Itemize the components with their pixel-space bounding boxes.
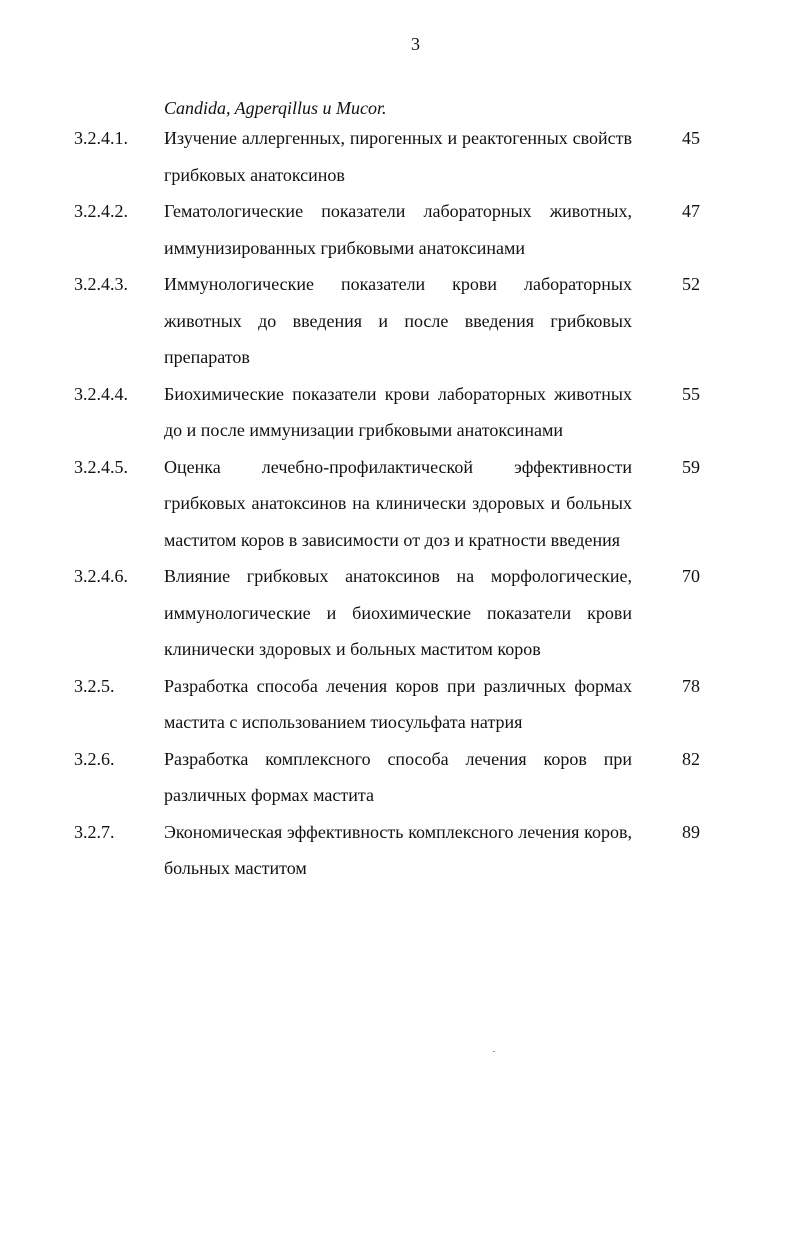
toc-entry-number: 3.2.4.6. <box>74 566 128 586</box>
toc-entry-number: 3.2.5. <box>74 675 115 696</box>
toc-entry-title: Гематологические показатели лабораторных животных, иммунизированных грибковыми анатоксинами <box>164 201 632 258</box>
toc-entry-title: Изучение аллергенных, пирогенных и реактогенных свойств грибковых анатоксинов <box>164 128 632 185</box>
toc-entry <box>0 266 799 376</box>
toc-entry-title: Разработка способа лечения коров при различных формах мастита с использованием тиосульфата натрия <box>164 675 632 732</box>
toc-entry-title: Оценка лечебно-профилактической эффективности грибковых анатоксинов на клинически здоровых и больных маститом коров в зависимости от доз и кратности введения <box>164 456 632 550</box>
toc-entry-title: Экономическая эффективность комплексного лечения коров, больных маститом <box>164 821 632 878</box>
toc-entry <box>0 120 799 193</box>
toc-entry-page: 45 <box>682 128 700 148</box>
toc-entry-number: 3.2.4.5. <box>74 456 128 477</box>
toc-entry <box>0 376 799 449</box>
toc-entry-title: Биохимические показатели крови лабораторных животных до и после иммунизации грибковыми анатоксинами <box>164 383 632 440</box>
toc-entry-number: 3.2.4.4. <box>74 383 128 404</box>
toc-entry-page: 52 <box>682 274 700 294</box>
toc-continuation-text: Candida, Agperqillus и Mucor. <box>164 98 387 118</box>
toc-entry-page: 47 <box>682 201 700 221</box>
toc-entry-title: Разработка комплексного способа лечения коров при различных формах мастита <box>164 748 632 805</box>
toc-entry-title: Иммунологические показатели крови лабораторных животных до введения и после введения грибковых препаратов <box>164 274 632 367</box>
toc-entry <box>0 741 799 814</box>
toc-entry-number: 3.2.4.1. <box>74 128 128 148</box>
toc-entry <box>0 668 799 741</box>
toc-entry-page: 82 <box>682 748 700 769</box>
toc-entry <box>0 558 799 668</box>
toc-entry-number: 3.2.4.2. <box>74 201 128 221</box>
toc-entry-number: 3.2.7. <box>74 821 115 842</box>
table-of-contents <box>0 120 799 887</box>
toc-entry <box>0 814 799 887</box>
toc-entry-number: 3.2.4.3. <box>74 274 128 294</box>
toc-entry-page: 55 <box>682 383 700 404</box>
scan-speck <box>493 1051 495 1052</box>
toc-entry <box>0 193 799 266</box>
toc-entry-page: 89 <box>682 821 700 842</box>
toc-entry-title: Влияние грибковых анатоксинов на морфологические, иммунологические и биохимические показатели крови клинически здоровых и больных маститом коров <box>164 566 632 659</box>
toc-entry-page: 70 <box>682 566 700 586</box>
toc-entry-page: 59 <box>682 456 700 477</box>
toc-entry <box>0 449 799 559</box>
page-number: 3 <box>411 34 420 54</box>
toc-entry-number: 3.2.6. <box>74 748 115 769</box>
toc-entry-page: 78 <box>682 675 700 696</box>
